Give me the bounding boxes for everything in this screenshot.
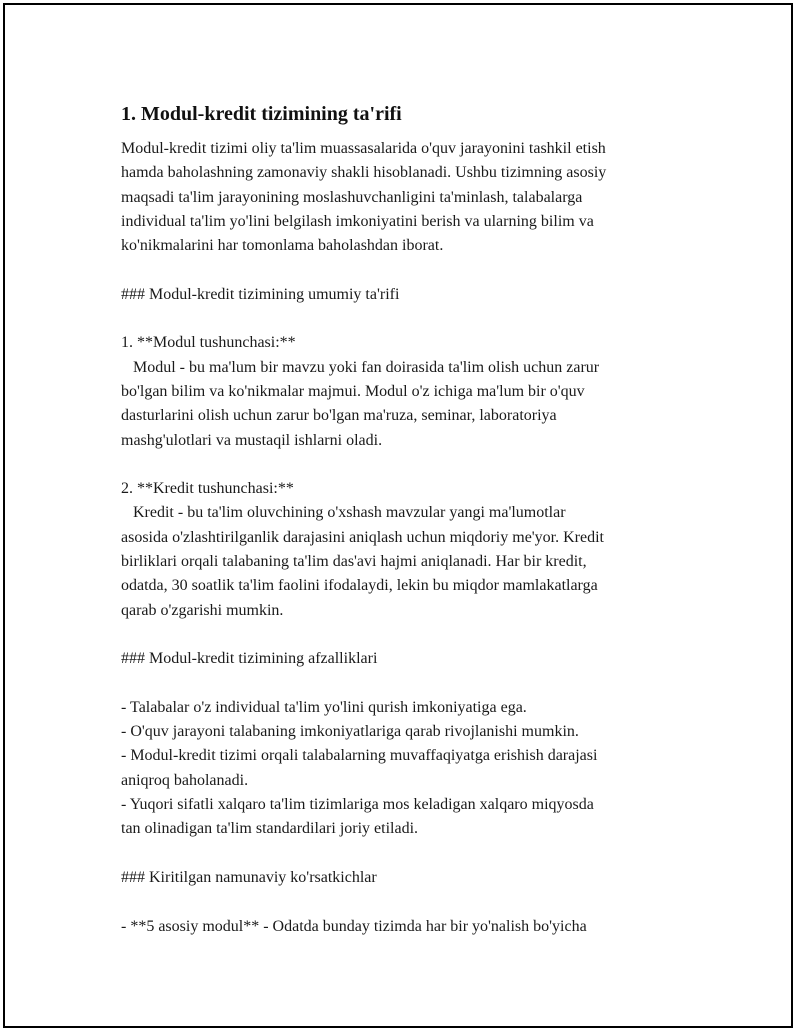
text-line: aniqroq baholanadi. — [121, 771, 249, 789]
text-line: birliklari orqali talabaning ta'lim das'avi hajmi aniqlanadi. Har bir kredit, — [121, 553, 587, 571]
text-line: Modul - bu ma'lum bir mavzu yoki fan doirasida ta'lim olish uchun zarur — [121, 358, 600, 376]
document-body — [121, 101, 681, 963]
text-line: bo'lgan bilim va ko'nikmalar majmui. Modul o'z ichiga ma'lum bir o'quv — [121, 382, 585, 400]
text-line: ### Modul-kredit tizimining afzalliklari — [121, 650, 378, 668]
text-line: - Talabalar o'z individual ta'lim yo'lini qurish imkoniyatiga ega. — [121, 698, 527, 716]
text-line: maqsadi ta'lim jarayonining moslashuvchanligini ta'minlash, talabalarga — [121, 188, 583, 206]
text-line: odatda, 30 soatlik ta'lim faolini ifodalaydi, lekin bu miqdor mamlakatlarga — [121, 577, 598, 595]
text-line: - O'quv jarayoni talabaning imkoniyatlariga qarab rivojlanishi mumkin. — [121, 723, 579, 741]
text-line: Modul-kredit tizimi oliy ta'lim muassasalarida o'quv jarayonini tashkil etish — [121, 140, 606, 157]
text-line: individual ta'lim yo'lini belgilash imkoniyatini berish va ularning bilim va — [121, 212, 594, 230]
paragraph-list — [121, 137, 681, 939]
text-line: tan olinadigan ta'lim standardilari joriy etiladi. — [121, 820, 419, 838]
text-line: - **5 asosiy modul** - Odatda bunday tizimda har bir yo'nalish bo'yicha — [121, 917, 587, 935]
paragraph — [121, 137, 681, 258]
text-line: Kredit - bu ta'lim oluvchining o'xshash mavzular yangi ma'lumotlar — [121, 504, 566, 522]
paragraph — [121, 915, 681, 939]
document-title: 1. Modul-kredit tizimining ta'rifi — [121, 103, 402, 125]
text-line: 2. **Kredit tushunchasi:** — [121, 480, 294, 498]
paragraph — [121, 283, 681, 307]
text-line: qarab o'zgarishi mumkin. — [121, 601, 284, 619]
text-line: - Yuqori sifatli xalqaro ta'lim tizimlariga mos keladigan xalqaro miqyosda — [121, 796, 594, 814]
text-line: asosida o'zlashtirilganlik darajasini aniqlash uchun miqdoriy me'yor. Kredit — [121, 528, 604, 546]
paragraph — [121, 477, 681, 623]
text-line: mashg'ulotlari va mustaqil ishlarni oladi. — [121, 431, 383, 449]
text-line: 1. **Modul tushunchasi:** — [121, 334, 296, 352]
document-page — [3, 3, 793, 1028]
text-line: ### Modul-kredit tizimining umumiy ta'rifi — [121, 285, 400, 303]
text-line: ko'nikmalarini har tomonlama baholashdan iborat. — [121, 237, 444, 255]
text-line: hamda baholashning zamonaviy shakli hisoblanadi. Ushbu tizimning asosiy — [121, 164, 607, 182]
paragraph — [121, 866, 681, 890]
text-line: dasturlarini olish uchun zarur bo'lgan ma'ruza, seminar, laboratoriya — [121, 407, 557, 425]
text-line: - Modul-kredit tizimi orqali talabalarning muvaffaqiyatga erishish darajasi — [121, 747, 598, 765]
paragraph — [121, 647, 681, 671]
text-line: ### Kiritilgan namunaviy ko'rsatkichlar — [121, 868, 377, 886]
paragraph — [121, 331, 681, 452]
paragraph — [121, 696, 681, 842]
